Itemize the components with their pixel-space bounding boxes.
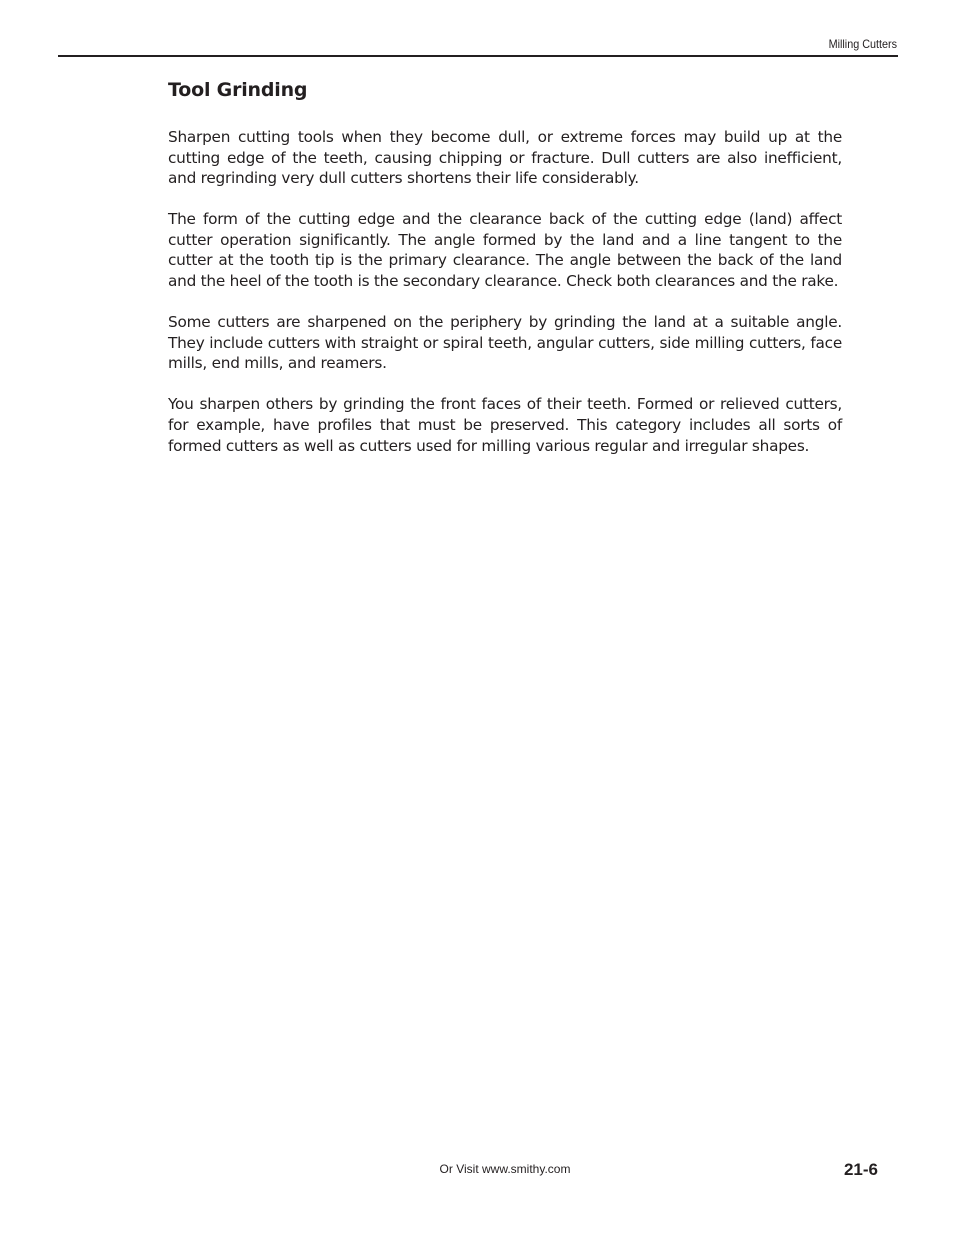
body-text bbox=[168, 127, 842, 477]
footer-website: Or Visit www.smithy.com bbox=[439, 1162, 571, 1176]
running-head: Milling Cutters bbox=[828, 37, 897, 51]
paragraph: The form of the cutting edge and the clearance back of the cutting edge (land) affect cutter operation significantly. The angle formed by the land and a line tangent to the cutter at the tooth tip is the primary clearance. The angle between the back of the land and the heel of the tooth is the secondary clearance. Check both clearances and the rake. bbox=[168, 210, 842, 291]
paragraph: Some cutters are sharpened on the periphery by grinding the land at a suitable angle. They include cutters with straight or spiral teeth, angular cutters, side milling cutters, face mills, end mills, and reamers. bbox=[168, 313, 842, 373]
paragraph: You sharpen others by grinding the front faces of their teeth. Formed or relieved cutters, for example, have profiles that must be preserved. This category includes all sorts of formed cutters as well as cutters used for milling various regular and irregular shapes. bbox=[168, 395, 842, 455]
section-title: Tool Grinding bbox=[168, 79, 308, 101]
paragraph: Sharpen cutting tools when they become dull, or extreme forces may build up at the cutting edge of the teeth, causing chipping or fracture. Dull cutters are also inefficient, and regrinding very dull cutters shortens their life considerably. bbox=[168, 128, 842, 188]
header-rule bbox=[58, 55, 898, 57]
page-number: 21-6 bbox=[843, 1160, 878, 1179]
